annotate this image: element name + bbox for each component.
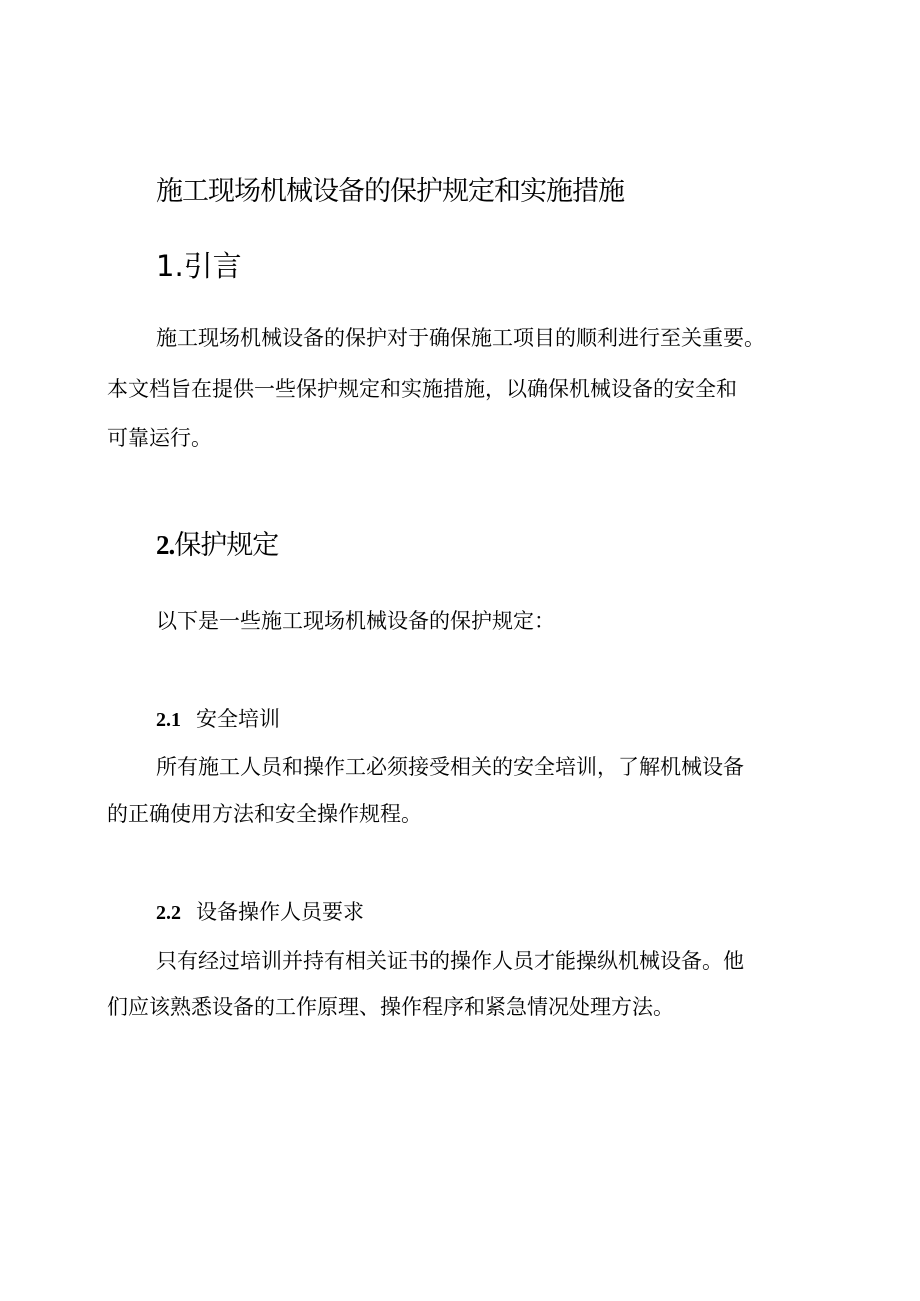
subsection-number: 2.2 bbox=[156, 902, 181, 924]
subsection-title: 安全培训 bbox=[196, 707, 280, 731]
paragraph-line: 的正确使用方法和安全操作规程。 bbox=[107, 802, 422, 826]
document-title: 施工现场机械设备的保护规定和实施措施 bbox=[156, 176, 624, 207]
section-heading-protection-rules bbox=[156, 525, 278, 566]
subsection-heading-safety-training bbox=[156, 702, 280, 737]
paragraph-line: 只有经过培训并持有相关证书的操作人员才能操纵机械设备。他 bbox=[156, 949, 744, 973]
section-heading-introduction: 1.引言 bbox=[156, 249, 242, 283]
paragraph-line: 们应该熟悉设备的工作原理、操作程序和紧急情况处理方法。 bbox=[107, 995, 674, 1019]
paragraph-line: 施工现场机械设备的保护对于确保施工项目的顺利进行至关重要。 bbox=[156, 326, 765, 350]
section-number: 2. bbox=[156, 530, 175, 560]
subsection-heading-operator-requirements bbox=[156, 895, 364, 930]
section-heading-text: 保护规定 bbox=[174, 530, 279, 561]
paragraph-line: 本文档旨在提供一些保护规定和实施措施，以确保机械设备的安全和 bbox=[107, 377, 737, 401]
paragraph-line: 所有施工人员和操作工必须接受相关的安全培训，了解机械设备 bbox=[156, 755, 744, 779]
section-intro: 以下是一些施工现场机械设备的保护规定： bbox=[156, 609, 555, 633]
paragraph-line: 可靠运行。 bbox=[107, 426, 212, 450]
subsection-number: 2.1 bbox=[156, 709, 181, 731]
subsection-title: 设备操作人员要求 bbox=[196, 900, 364, 924]
